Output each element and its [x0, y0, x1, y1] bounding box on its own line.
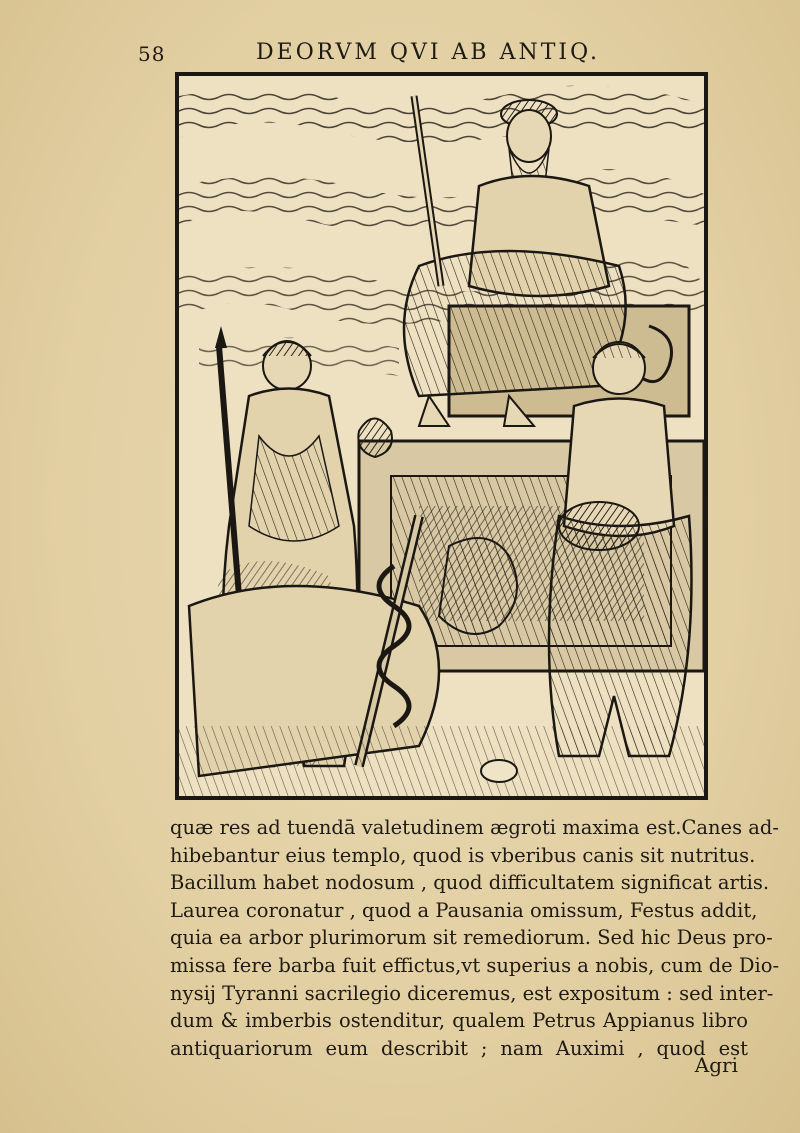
text-line: nysij Tyranni sacrilegio diceremus, est expositum : sed inter- [170, 981, 774, 1005]
text-line: antiquariorum eum describit ; nam Auximi , quod est [170, 1036, 748, 1060]
text-line: Bacillum habet nodosum , quod difficultatem significat artis. [170, 871, 770, 895]
text-line: missa fere barba fuit effictus,vt superius a nobis, cum de Dio- [170, 953, 780, 977]
egg [481, 760, 517, 782]
catchword: Agri [694, 1053, 738, 1077]
woodcut-illustration [175, 72, 708, 800]
running-head: DEORVM QVI AB ANTIQ. [256, 40, 601, 65]
text-line: dum & imberbis ostenditur, qualem Petrus Appianus libro [170, 1009, 748, 1033]
body-text [170, 814, 780, 1062]
text-line: Laurea coronatur , quod a Pausania omissum, Festus addit, [170, 898, 758, 922]
text-line: hibebantur eius templo, quod is vberibus canis sit nutritus. [170, 843, 756, 867]
show-through-right [712, 80, 722, 144]
ground [179, 726, 704, 796]
page-number: 58 [138, 42, 166, 66]
page-header [138, 36, 658, 70]
text-line: quia ea arbor plurimorum sit remediorum. Sed hic Deus pro- [170, 926, 773, 950]
text-line: quæ res ad tuendā valetudinem ægroti maxima est.Canes ad- [170, 816, 780, 839]
